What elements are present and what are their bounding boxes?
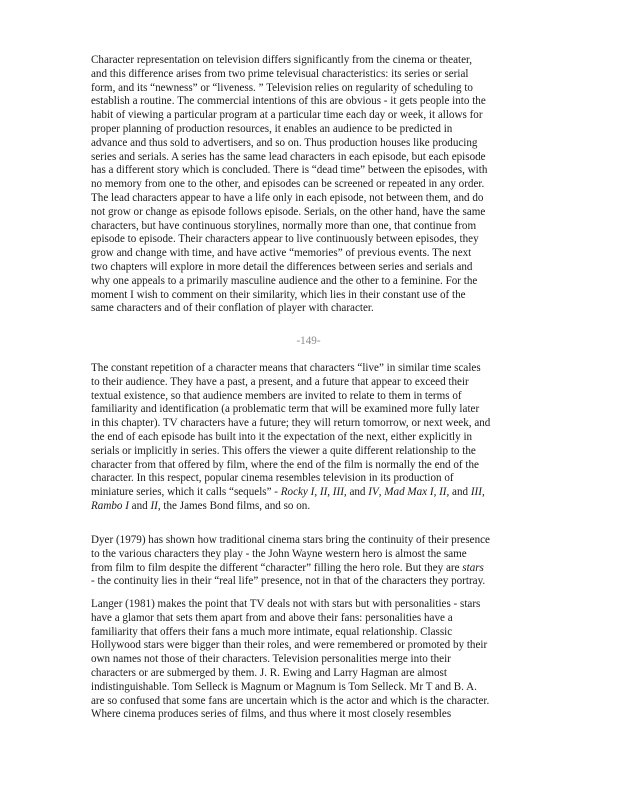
paragraph-3-line: Dyer (1979) has shown how traditional cinema stars bring the continuity of their presence — [91, 534, 490, 546]
paragraph-3-line: to the various characters they play - the John Wayne western hero is almost the same — [91, 547, 467, 560]
paragraph-3 — [91, 534, 531, 589]
paragraph-4-line: Hollywood stars were bigger than their roles, and were remembered or promoted by their — [91, 639, 488, 652]
line-text: miniature series, which it calls “sequels” - — [91, 486, 281, 499]
paragraph-1-line: grow and change with time, and have active “memories” of previous events. The next — [91, 247, 472, 260]
paragraph-1-line: habit of viewing a particular program at a particular time each day or week, it allows for — [91, 109, 483, 122]
paragraph-2-line: The constant repetition of a character means that characters “live” in similar time scales — [91, 362, 481, 374]
line-text: and — [449, 486, 471, 499]
paragraph-1-line: characters, but have continuous storylines, normally more than one, that continue from — [91, 219, 477, 232]
paragraph-4-line: Where cinema produces series of films, and thus where it most closely resembles — [91, 708, 452, 721]
paragraph-1-line: episode to episode. Their characters appear to live continuously between episodes, they — [91, 233, 479, 246]
emphasis-stars: stars — [462, 561, 484, 574]
paragraph-1-line: why one appeals to a primarily masculine audience and the other to a feminine. For the — [91, 274, 478, 287]
paragraph-4-line: are so confused that some fans are uncertain which is the actor and which is the character. — [91, 694, 490, 707]
film-title-rambo: Rambo I — [91, 499, 129, 512]
paragraph-1-line: same characters and of their conflation of player with character. — [91, 302, 374, 315]
paragraph-4 — [91, 598, 531, 722]
paragraph-4-line: Langer (1981) makes the point that TV deals not with stars but with personalities - stars — [91, 598, 481, 610]
paragraph-1-line: and this difference arises from two prime televisual characteristics: its series or serial — [91, 67, 469, 80]
paragraph-1-line: proper planning of production resources, it enables an audience to be predicted in — [91, 122, 453, 135]
line-text: and — [346, 486, 369, 499]
paragraph-4-line: indistinguishable. Tom Selleck is Magnum or Magnum is Tom Selleck. Mr T and B. A. — [91, 680, 477, 693]
paragraph-2-line: to their audience. They have a past, a present, and a future that appear to exceed their — [91, 375, 469, 388]
paragraph-4-line: characters or are submerged by them. J. R. Ewing and Larry Hagman are almost — [91, 666, 447, 679]
paragraph-2-line: serials or implicitly in series. This offers the viewer a quite different relationship to the — [91, 444, 476, 457]
paragraph-2-line: in this chapter). TV characters have a future; they will return tomorrow, or next week, and — [91, 417, 491, 430]
paragraph-1 — [91, 54, 531, 316]
paragraph-1-line: Character representation on television differs significantly from the cinema or theater, — [91, 54, 473, 66]
film-title-rocky-iv: IV — [368, 486, 379, 499]
paragraph-2-line: character from that offered by film, where the end of the film is normally the end of the — [91, 458, 479, 471]
paragraph-1-line: has a different story which is concluded. There is “dead time” between the episodes, with — [91, 164, 488, 177]
line-text: the James Bond films, and so on. — [160, 499, 311, 512]
paragraph-2-line: textual existence, so that audience members are invited to relate to them in terms of — [91, 389, 462, 402]
paragraph-1-line: form, and its “newness” or “liveness. ” Television relies on regularity of scheduling to — [91, 81, 473, 94]
paragraph-4-line: have a glamor that sets them apart from and above their fans: personalities have a — [91, 611, 453, 624]
paragraph-2-line-rambo — [91, 500, 531, 514]
film-title-mad-max: Mad Max I, II, — [384, 486, 450, 499]
paragraph-2-line: the end of each episode has built into it the expectation of the next, either explicitly in — [91, 430, 473, 443]
paragraph-1-line: establish a routine. The commercial intentions of this are obvious - it gets people into the — [91, 95, 486, 108]
page-number: -149- — [296, 335, 321, 347]
paragraph-1-line: The lead characters appear to have a life only in each episode, not between them, and do — [91, 191, 484, 204]
film-title-rocky: Rocky I, II, III, — [280, 486, 347, 499]
paragraph-1-line: moment I wish to comment on their similarity, which lies in their constant use of the — [91, 288, 466, 301]
film-title-rambo-ii: II, — [150, 499, 161, 512]
paragraph-1-line: two chapters will explore in more detail the differences between series and serials and — [91, 260, 473, 273]
paragraph-1-line: not grow or change as episode follows episode. Serials, on the other hand, have the same — [91, 205, 486, 218]
paragraph-2-line: character. In this respect, popular cinema resembles television in its production of — [91, 472, 454, 485]
paragraph-1-line: no memory from one to the other, and episodes can be screened or repeated in any order. — [91, 178, 485, 191]
paragraph-4-line: own names not those of their characters. Television personalities merge into their — [91, 653, 451, 666]
paragraph-4-line: familiarity that offers their fans a much more intimate, equal relationship. Classic — [91, 625, 453, 638]
paragraph-1-line: series and serials. A series has the same lead characters in each episode, but each episode — [91, 150, 486, 163]
paragraph-3-line: - the continuity lies in their “real life” presence, not in that of the characters they portray. — [91, 575, 486, 588]
film-title-mad-max-iii: III, — [470, 486, 485, 499]
paragraph-2 — [91, 362, 531, 514]
paragraph-2-line-sequels — [91, 486, 531, 500]
paragraph-1-line: advance and thus sold to advertisers, and so on. Thus production houses like producing — [91, 136, 478, 149]
paragraph-2-line: familiarity and identification (a problematic term that will be examined more fully later — [91, 403, 480, 416]
line-text: from film to film despite the different “character” filling the hero role. But they are — [91, 561, 463, 574]
paragraph-3-line-stars — [91, 562, 531, 576]
line-text: , — [378, 486, 385, 499]
line-text: and — [128, 499, 151, 512]
